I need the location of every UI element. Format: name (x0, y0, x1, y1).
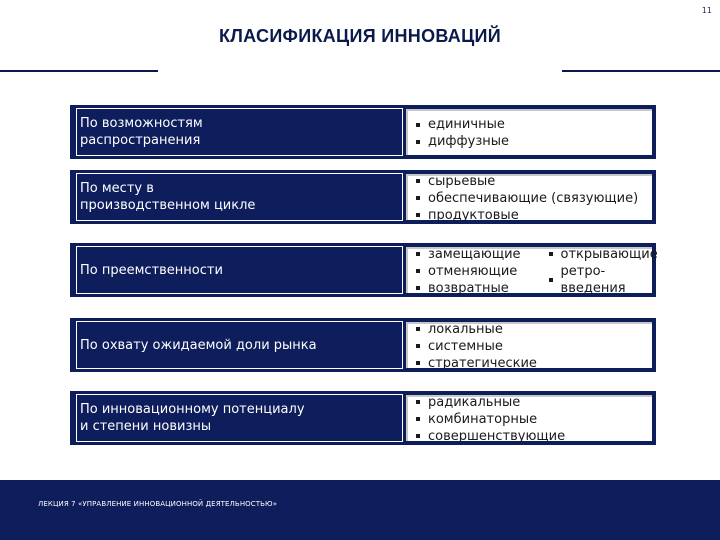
row-label (76, 173, 403, 221)
item-list (549, 246, 658, 297)
row-label (76, 246, 403, 294)
classification-row (70, 391, 656, 445)
list-item: обеспечивающие (связующие) (416, 190, 638, 207)
list-item: открывающие (549, 246, 658, 263)
list-item: стратегические (416, 355, 537, 372)
row-items (406, 246, 658, 296)
list-item: отменяющие (416, 263, 521, 280)
bullet-icon (416, 417, 420, 421)
list-item: единичные (416, 116, 509, 133)
row-label-line: По преемственности (80, 262, 223, 278)
bullet-icon (416, 213, 420, 217)
classification-row (70, 243, 656, 297)
list-item: системные (416, 338, 537, 355)
list-item: радикальные (416, 394, 565, 411)
row-label-line: производственном цикле (80, 198, 256, 213)
bullet-icon (416, 123, 420, 127)
list-item: совершенствующие (416, 428, 565, 445)
item-list (416, 394, 565, 445)
item-list (416, 321, 537, 372)
classification-row (70, 318, 656, 372)
item-list (416, 116, 509, 150)
row-label (76, 321, 403, 369)
row-label (76, 108, 403, 156)
footer-lecture-title: ЛЕКЦИЯ 7 «УПРАВЛЕНИЕ ИННОВАЦИОННОЙ ДЕЯТЕЛЬНОСТЬЮ» (38, 500, 278, 508)
list-item: ретро-введения (549, 263, 658, 297)
bullet-icon (416, 400, 420, 404)
list-item: локальные (416, 321, 537, 338)
bullet-icon (416, 140, 420, 144)
classification-row (70, 170, 656, 224)
bullet-icon (416, 252, 420, 256)
bullet-icon (416, 179, 420, 183)
row-label-line: и степени новизны (80, 419, 212, 434)
row-items (406, 109, 652, 155)
row-items (406, 173, 652, 223)
row-items (406, 321, 652, 371)
row-label-line: По возможностям (80, 116, 203, 131)
title-rule-left (0, 70, 158, 72)
row-label-line: По месту в (80, 181, 154, 196)
list-item: возвратные (416, 280, 521, 297)
bullet-icon (416, 344, 420, 348)
title-rule-right (562, 70, 720, 72)
row-label-line: распространения (80, 133, 201, 148)
bullet-icon (416, 286, 420, 290)
list-item: комбинаторные (416, 411, 565, 428)
bullet-icon (416, 361, 420, 365)
bullet-icon (549, 278, 553, 282)
list-item: сырьевые (416, 173, 638, 190)
list-item: продуктовые (416, 207, 638, 224)
classification-row (70, 105, 656, 159)
row-label-line: По охвату ожидаемой доли рынка (80, 337, 317, 353)
row-label-line: По инновационному потенциалу (80, 402, 305, 417)
page-number: 11 (701, 6, 712, 15)
footer-band (0, 480, 720, 540)
item-list (416, 173, 638, 224)
bullet-icon (416, 327, 420, 331)
item-list (416, 246, 521, 297)
row-items (406, 394, 652, 444)
bullet-icon (416, 196, 420, 200)
bullet-icon (549, 252, 553, 256)
list-item: замещающие (416, 246, 521, 263)
row-label (76, 394, 403, 442)
bullet-icon (416, 269, 420, 273)
list-item: диффузные (416, 133, 509, 150)
page-title: КЛАСИФИКАЦИЯ ИННОВАЦИЙ (218, 26, 502, 46)
bullet-icon (416, 434, 420, 438)
